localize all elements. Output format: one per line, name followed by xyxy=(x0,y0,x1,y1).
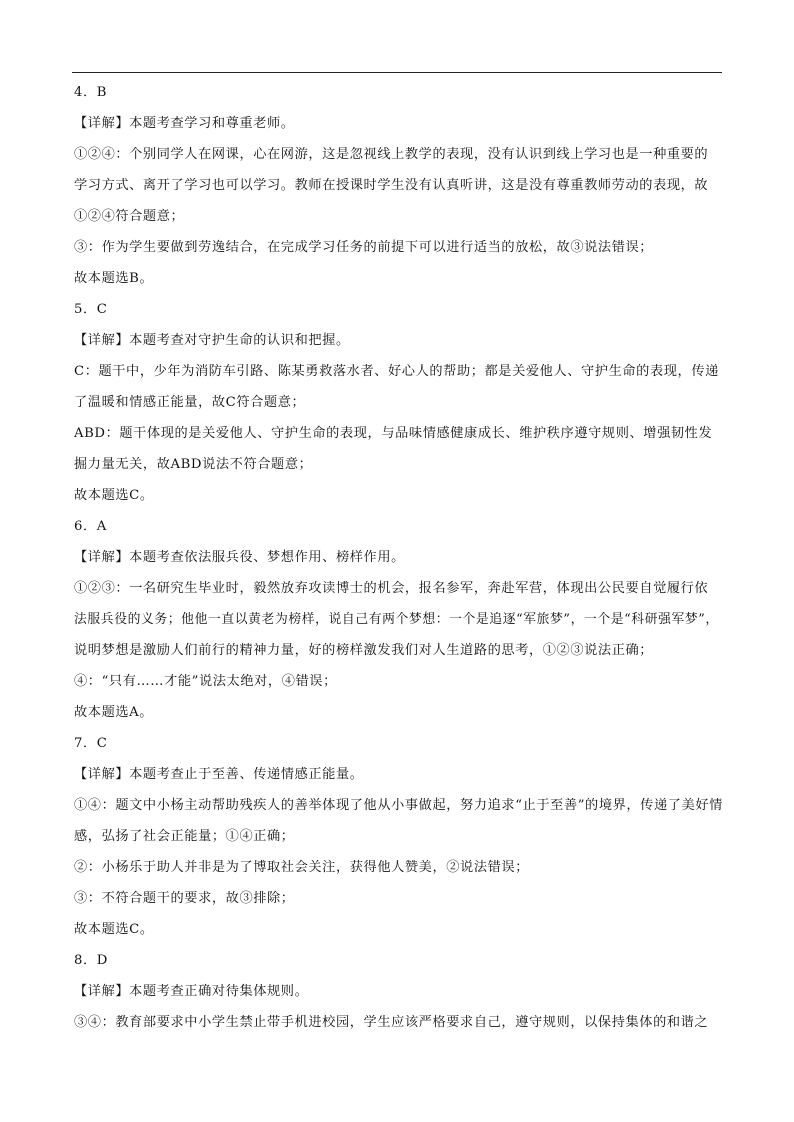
answer-6-heading: 6．A xyxy=(74,519,107,534)
answer-7-text-line: 感，弘扬了社会正能量；①④正确； xyxy=(74,829,295,844)
answer-8-text-line: ③④：教育部要求中小学生禁止带手机进校园，学生应该严格要求自己，遵守规则，以保持集体的和谐之 xyxy=(74,1015,709,1030)
answer-7-text-line: ③：不符合题干的要求，故③排除； xyxy=(74,891,295,906)
answer-8-detail-title: 【详解】本题考查正确对待集体规则。 xyxy=(74,984,309,999)
answer-5-detail-title: 【详解】本题考查对守护生命的认识和把握。 xyxy=(74,333,350,348)
answer-7-conclusion: 故本题选C。 xyxy=(74,922,154,937)
answer-6-detail-title: 【详解】本题考查依法服兵役、梦想作用、榜样作用。 xyxy=(74,550,405,565)
answer-7-text-line: ②：小杨乐于助人并非是为了博取社会关注，获得他人赞美，②说法错误； xyxy=(74,860,529,875)
answer-6-text-line: ④：“只有……才能”说法太绝对，④错误； xyxy=(74,674,337,689)
answer-5-heading: 5．C xyxy=(74,302,108,317)
answer-7-detail-title: 【详解】本题考查止于至善、传递情感正能量。 xyxy=(74,767,364,782)
answer-4-heading: 4．B xyxy=(74,85,108,100)
answer-4-conclusion: 故本题选B。 xyxy=(74,271,154,286)
answer-4-text-line: 学习方式、离开了学习也可以学习。教师在授课时学生没有认真听讲，这是没有尊重教师劳动的表现，故 xyxy=(74,178,709,193)
answer-4-text-line: ③：作为学生要做到劳逸结合，在完成学习任务的前提下可以进行适当的放松，故③说法错误； xyxy=(74,240,654,255)
answer-explanations xyxy=(74,77,724,1038)
header-rule xyxy=(72,72,722,73)
answer-6-text-line: ①②③：一名研究生毕业时，毅然放弃攻读博士的机会，报名参军，奔赴军营，体现出公民要自觉履行依 xyxy=(74,581,709,596)
answer-5-conclusion: 故本题选C。 xyxy=(74,488,154,503)
answer-8-heading: 8．D xyxy=(74,953,108,968)
answer-5-text-line: C：题干中，少年为消防车引路、陈某勇救落水者、好心人的帮助；都是关爱他人、守护生命的表现，传递 xyxy=(74,364,719,379)
answer-5-text-line: 掘力量无关，故ABD说法不符合题意； xyxy=(74,457,313,472)
answer-4-text-line: ①②④：个别同学人在网课，心在网游，这是忽视线上教学的表现，没有认识到线上学习也是一种重要的 xyxy=(74,147,709,162)
answer-4-text-line: ①②④符合题意； xyxy=(74,209,185,224)
answer-4-detail-title: 【详解】本题考查学习和尊重老师。 xyxy=(74,116,295,131)
answer-6-text-line: 说明梦想是激励人们前行的精神力量，好的榜样激发我们对人生道路的思考，①②③说法正确； xyxy=(74,643,654,658)
answer-6-conclusion: 故本题选A。 xyxy=(74,705,154,720)
answer-7-text-line: ①④：题文中小杨主动帮助残疾人的善举体现了他从小事做起，努力追求“止于至善”的境界，传递了美好情 xyxy=(74,798,723,813)
answer-6-text-line: 法服兵役的义务；他他一直以黄老为榜样，说自己有两个梦想：一个是追逐“军旅梦”，一个是“科研强军梦”， xyxy=(74,612,719,627)
answer-5-text-line: ABD：题干体现的是关爱他人、守护生命的表现，与品味情感健康成长、维护秩序遵守规则、增强韧性发 xyxy=(74,426,713,441)
answer-7-heading: 7．C xyxy=(74,736,108,751)
answer-5-text-line: 了温暖和情感正能量，故C符合题意； xyxy=(74,395,306,410)
